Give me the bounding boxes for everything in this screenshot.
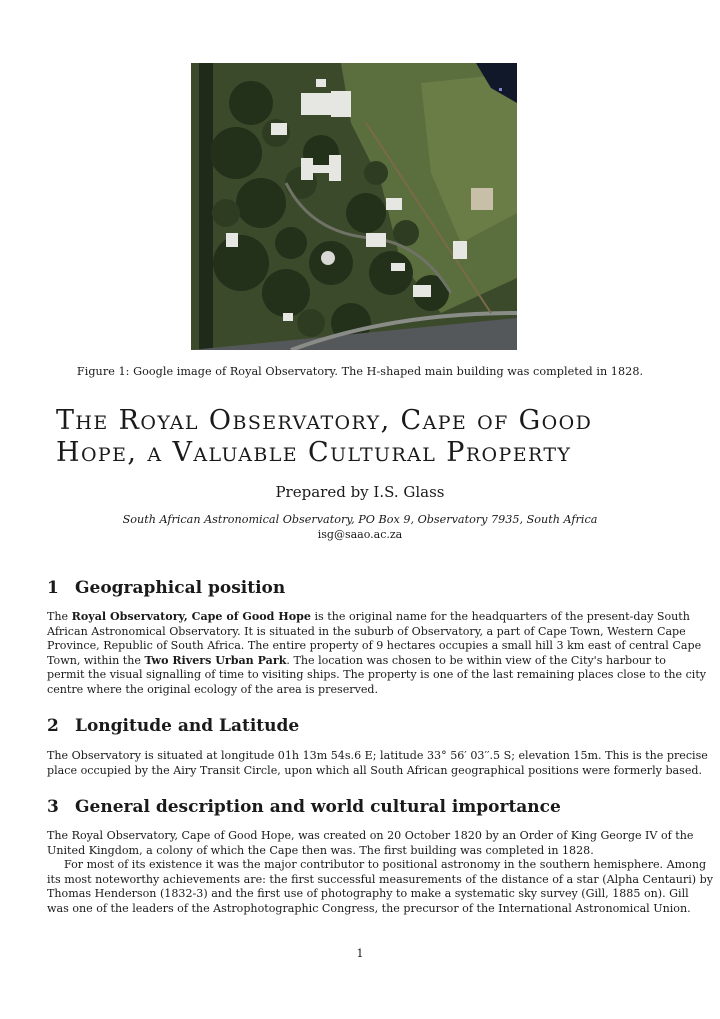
section-heading-3 [47,797,561,817]
figure-caption: Figure 1: Google image of Royal Observatory. The H-shaped main building was completed in 1828. [76,365,644,378]
text-line: The Observatory is situated at longitude 01h 13m 54s.6 E; latitude 33° 56′ 03′′.5 S; elevation 15m. This is the precise [47,749,708,762]
text-line: The Royal Observatory, Cape of Good Hope, was created on 20 October 1820 by an Order of King George IV of the [47,829,694,842]
title-line-2: Hope, a Valuable Cultural Property [56,437,572,468]
section-2-paragraph [47,749,708,778]
section-heading-1 [47,578,285,598]
section-title: General description and world cultural importance [75,797,561,817]
author-line: Prepared by I.S. Glass [275,483,445,501]
text-line: African Astronomical Observatory. It is situated in the suburb of Observatory, a part of Cape Town, Western Cape [47,624,686,638]
affiliation: South African Astronomical Observatory, PO Box 9, Observatory 7935, South Africa [122,513,598,526]
section-number: 3 [47,797,59,817]
author-email: isg@saao.ac.za [317,528,403,541]
text-line: United Kingdom, a colony of which the Cape then was. The first building was completed in 1828. [47,843,594,857]
section-title: Geographical position [75,578,286,598]
text-line: centre where the original ecology of the area is preserved. [47,682,379,696]
bold-term: Two Rivers Urban Park [144,653,287,667]
aerial-photo-figure [191,63,517,350]
document-title [56,405,696,469]
text-line: permit the visual signalling of time to visiting ships. The property is one of the last remaining places close to the city [47,668,707,682]
bold-term: Royal Observatory, Cape of Good Hope [71,610,311,623]
page-number: 1 [356,947,364,960]
section-title: Longitude and Latitude [75,716,300,736]
text-line: The Royal Observatory, Cape of Good Hope is the original name for the headquarters of the present-day South [47,610,690,623]
section-3-paragraph [47,829,714,917]
text-line: place occupied by the Airy Transit Circle, upon which all South African geographical positions were formerly based. [47,763,703,777]
text-line: was one of the leaders of the Astrophotographic Congress, the precursor of the International Astronomical Union. [47,901,691,915]
text-line: Province, Republic of South Africa. The entire property of 9 hectares occupies a small hill 3 km east of central Cape [47,639,702,653]
text-line: For most of its existence it was the major contributor to positional astronomy in the southern hemisphere. Among [64,858,707,872]
title-line-1: The Royal Observatory, Cape of Good [56,405,593,436]
section-1-paragraph [47,610,707,698]
section-heading-2 [47,716,299,736]
aerial-satellite-photo-icon [191,63,517,350]
text-line: Thomas Henderson (1832-3) and the first use of photography to make a systematic sky survey (Gill, 1885 on). Gill [47,887,689,901]
section-number: 2 [47,716,59,736]
text-line: its most noteworthy achievements are: the first successful measurements of the distance of a star (Alpha Centauri) by [47,872,714,886]
section-number: 1 [47,578,59,598]
text-line: Town, within the Two Rivers Urban Park. The location was chosen to be within view of the City's harbour to [47,653,666,667]
